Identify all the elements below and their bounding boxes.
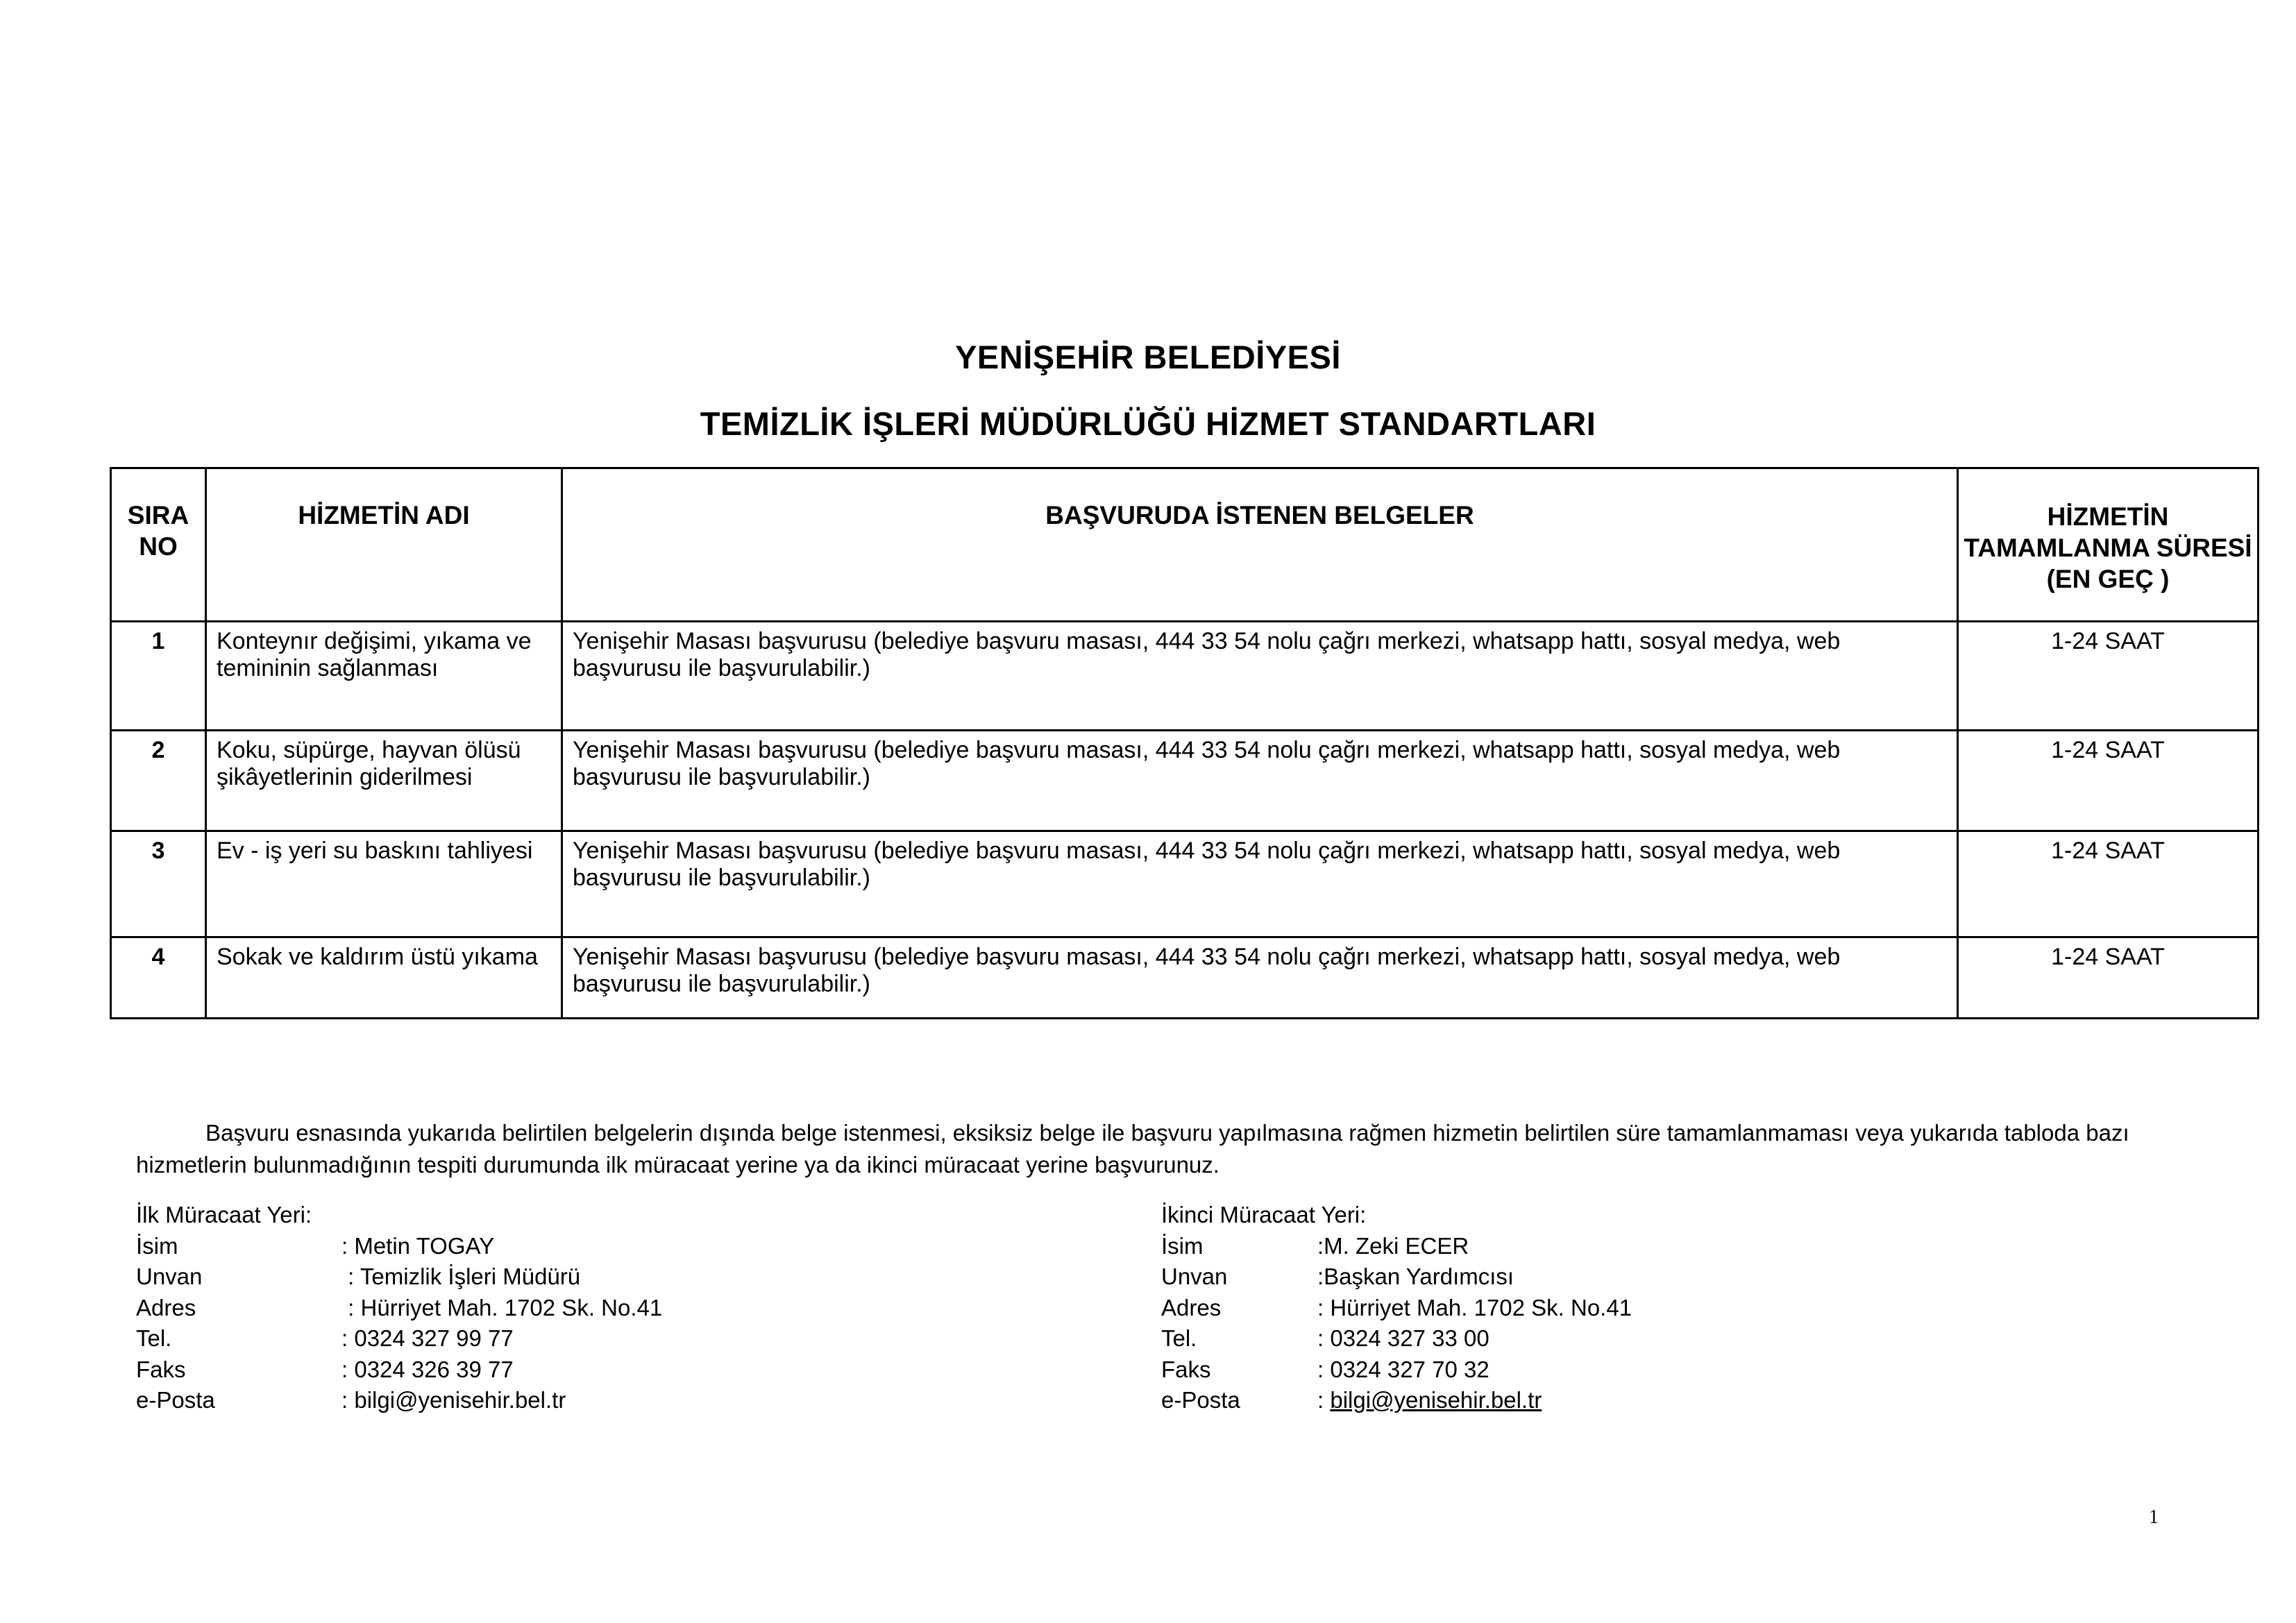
second-contact-title-row: Unvan :Başkan Yardımcısı: [1161, 1264, 1514, 1289]
email-link[interactable]: bilgi@yenisehir.bel.tr: [1330, 1387, 1542, 1413]
table-row: [111, 831, 2259, 937]
first-contact-block: [136, 1200, 662, 1416]
second-contact-name-row: İsim :M. Zeki ECER: [1161, 1232, 1469, 1259]
service-name-cell: Koku, süpürge, hayvan ölüsü şikâyetlerinin giderilmesi: [206, 731, 562, 831]
service-name-cell: Sokak ve kaldırım üstü yıkama: [206, 937, 562, 1019]
second-contact-address-row: Adres : Hürriyet Mah. 1702 Sk. No.41: [1161, 1294, 1632, 1320]
application-note: Başvuru esnasında yukarıda belirtilen belgelerin dışında belge istenmesi, eksiksiz belge ile başvuru yapılmasına rağmen hizmetin belirtilen süre tamamlanmaması veya yukarıda tabloda bazı hizmetlerin bulunmadığının tespiti durumunda ilk müracaat yerine ya da ikinci müracaat yerine başvurunuz.: [136, 1120, 2129, 1178]
document-title: YENİŞEHİR BELEDİYESİ: [955, 339, 1341, 375]
table-header-row: [111, 468, 2259, 622]
table-row: [111, 937, 2259, 1019]
service-name-cell: Konteynır değişimi, yıkama ve temininin sağlanması: [206, 622, 562, 731]
first-contact-title-row: Unvan : Temizlik İşleri Müdürü: [136, 1264, 581, 1289]
header-completion-time: HİZMETİN TAMAMLANMA SÜRESİ (EN GEÇ ): [1958, 468, 2259, 622]
second-contact-email-row: e-Posta : bilgi@yenisehir.bel.tr: [1161, 1385, 1632, 1416]
row-number: 2: [111, 731, 206, 831]
duration-cell: 1-24 SAAT: [1958, 731, 2259, 831]
first-contact-phone-row: Tel. : 0324 327 99 77: [136, 1325, 514, 1351]
documents-cell: Yenişehir Masası başvurusu (belediye başvuru masası, 444 33 54 nolu çağrı merkezi, whatsapp hattı, sosyal medya, web başvurusu ile başvurulabilir.): [562, 831, 1958, 937]
second-contact-phone-row: Tel. : 0324 327 33 00: [1161, 1325, 1489, 1351]
table-row: [111, 731, 2259, 831]
documents-cell: Yenişehir Masası başvurusu (belediye başvuru masası, 444 33 54 nolu çağrı merkezi, whatsapp hattı, sosyal medya, web başvurusu ile başvurulabilir.): [562, 731, 1958, 831]
service-name-cell: Ev - iş yeri su baskını tahliyesi: [206, 831, 562, 937]
duration-cell: 1-24 SAAT: [1958, 622, 2259, 731]
first-contact-fax-row: Faks : 0324 326 39 77: [136, 1356, 514, 1382]
service-standards-table: [110, 467, 2259, 1019]
page-number: 1: [2149, 1506, 2159, 1528]
duration-cell: 1-24 SAAT: [1958, 937, 2259, 1019]
row-number: 4: [111, 937, 206, 1019]
second-contact-heading: İkinci Müracaat Yeri:: [1161, 1202, 1367, 1227]
first-contact-address-row: Adres : Hürriyet Mah. 1702 Sk. No.41: [136, 1294, 663, 1320]
row-number: 3: [111, 831, 206, 937]
first-contact-name-row: İsim : Metin TOGAY: [136, 1232, 495, 1259]
second-contact-fax-row: Faks : 0324 327 70 32: [1161, 1356, 1489, 1382]
documents-cell: Yenişehir Masası başvurusu (belediye başvuru masası, 444 33 54 nolu çağrı merkezi, whatsapp hattı, sosyal medya, web başvurusu ile başvurulabilir.): [562, 937, 1958, 1019]
header-required-documents: BAŞVURUDA İSTENEN BELGELER: [562, 468, 1958, 622]
first-contact-email-row: e-Posta : bilgi@yenisehir.bel.tr: [136, 1387, 566, 1413]
header-service-name: HİZMETİN ADI: [206, 468, 562, 622]
row-number: 1: [111, 622, 206, 731]
documents-cell: Yenişehir Masası başvurusu (belediye başvuru masası, 444 33 54 nolu çağrı merkezi, whatsapp hattı, sosyal medya, web başvurusu ile başvurulabilir.): [562, 622, 1958, 731]
table-row: [111, 622, 2259, 731]
document-subtitle: TEMİZLİK İŞLERİ MÜDÜRLÜĞÜ HİZMET STANDARTLARI: [700, 405, 1596, 442]
first-contact-heading: İlk Müracaat Yeri:: [136, 1202, 312, 1227]
duration-cell: 1-24 SAAT: [1958, 831, 2259, 937]
header-sira-no: SIRA NO: [111, 468, 206, 622]
second-contact-block: [1161, 1200, 1632, 1416]
